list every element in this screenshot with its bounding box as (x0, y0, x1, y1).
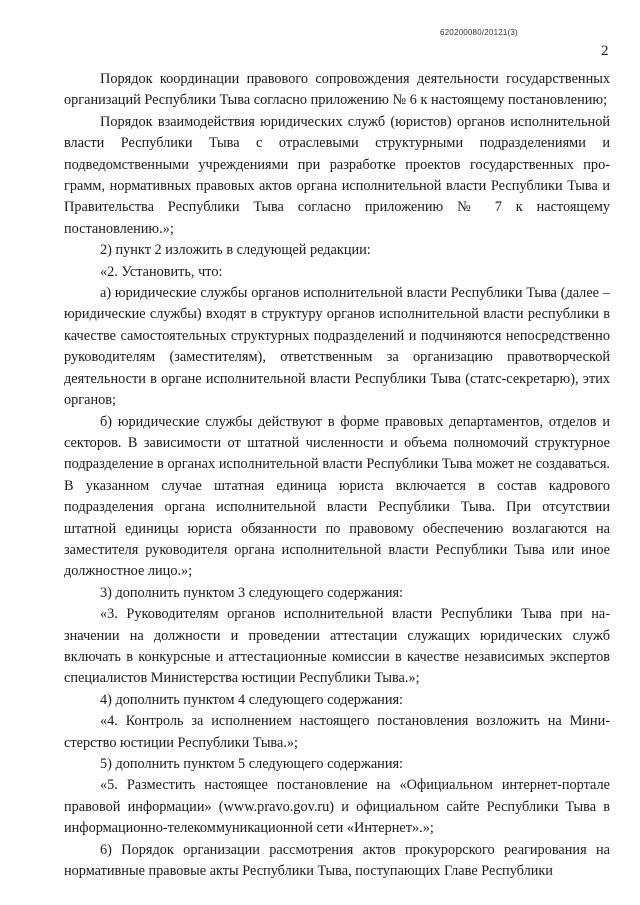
paragraph-subclause-b: б) юридические службы действуют в форме правовых департаментов, отделов и секторов. В зависимости от штатной численности и объема полномочий структурное подразделение в органах исполнительной власти Республики Тыва может не создаваться. В указанном случае штатная единица юриста включается в состав кадрового подразделения органа исполнительной власти Республики Тыва. При отсутствии штатной единицы юриста обязанности по правовому обеспечению возлагаются на заместителя руководителя органа исполнительной власти Республики Тыва или иное должностное лицо.»; (64, 413, 610, 580)
paragraph-subclause-a: а) юридические службы органов исполнительной власти Республики Тыва (далее – юридические службы) входят в структуру органов исполнительной власти республики в качестве самостоятельных структурных подразделений и подчиняются непосредственно руководителям (заместителям), ответственным за организацию правотворческой деятельности в органе исполнительной власти Республики Тыва (статс-секретарю), этих органов; (64, 285, 610, 409)
paragraph-item-2-intro: 2) пункт 2 изложить в следующей редакции: (100, 242, 371, 259)
paragraph-appendix-6: Порядок координации правового сопровождения деятельности государственных организаций Республики Тыва согласно приложению № 6 к настоящему постановлению; (64, 71, 610, 109)
document-body (64, 69, 610, 882)
paragraph-item-4-intro: 4) дополнить пунктом 4 следующего содержания: (100, 691, 404, 708)
paragraph-clause-3: «3. Руководителям органов исполнительной власти Республики Тыва при назначении на должности и проведении аттестации служащих юридических служб включать в конкурсные и аттестационные комиссии в качестве независимых экспертов специалистов Министерства юстиции Республики Тыва.»; (64, 606, 610, 687)
document-registration-code: 620200080/20121(3) (440, 28, 518, 37)
paragraph-clause-5: «5. Разместить настоящее постановление на «Официальном интернет-портале правовой информации» (www.pravo.gov.ru) и официальном сайте Республики Тыва в информационно-телекоммуникационной сети «Интернет».»; (64, 777, 610, 837)
paragraph-item-5-intro: 5) дополнить пунктом 5 следующего содержания: (100, 756, 404, 772)
paragraph-clause-4: «4. Контроль за исполнением настоящего постановления возложить на Министерство юстиции Республики Тыва.»; (64, 713, 610, 751)
paragraph-item-6: 6) Порядок организации рассмотрения актов прокурорского реагирования на нормативные правовые акты Республики Тыва, поступающих Главе Республики (64, 841, 610, 880)
page-number: 2 (601, 43, 609, 59)
paragraph-clause-2: «2. Установить, что: (100, 263, 223, 280)
paragraph-appendix-7: Порядок взаимодействия юридических служб (юристов) органов исполнительной власти Республики Тыва с отраслевыми структурными подразделениями и подведомственными учреждениями при разработке проектов государственных программ, нормативных правовых актов органа исполнительной власти Республики Тыва и Правительства Республики Тыва согласно приложению № 7 к настоящему постановлению.»; (64, 113, 610, 237)
paragraph-item-3-intro: 3) дополнить пунктом 3 следующего содержания: (100, 584, 404, 601)
